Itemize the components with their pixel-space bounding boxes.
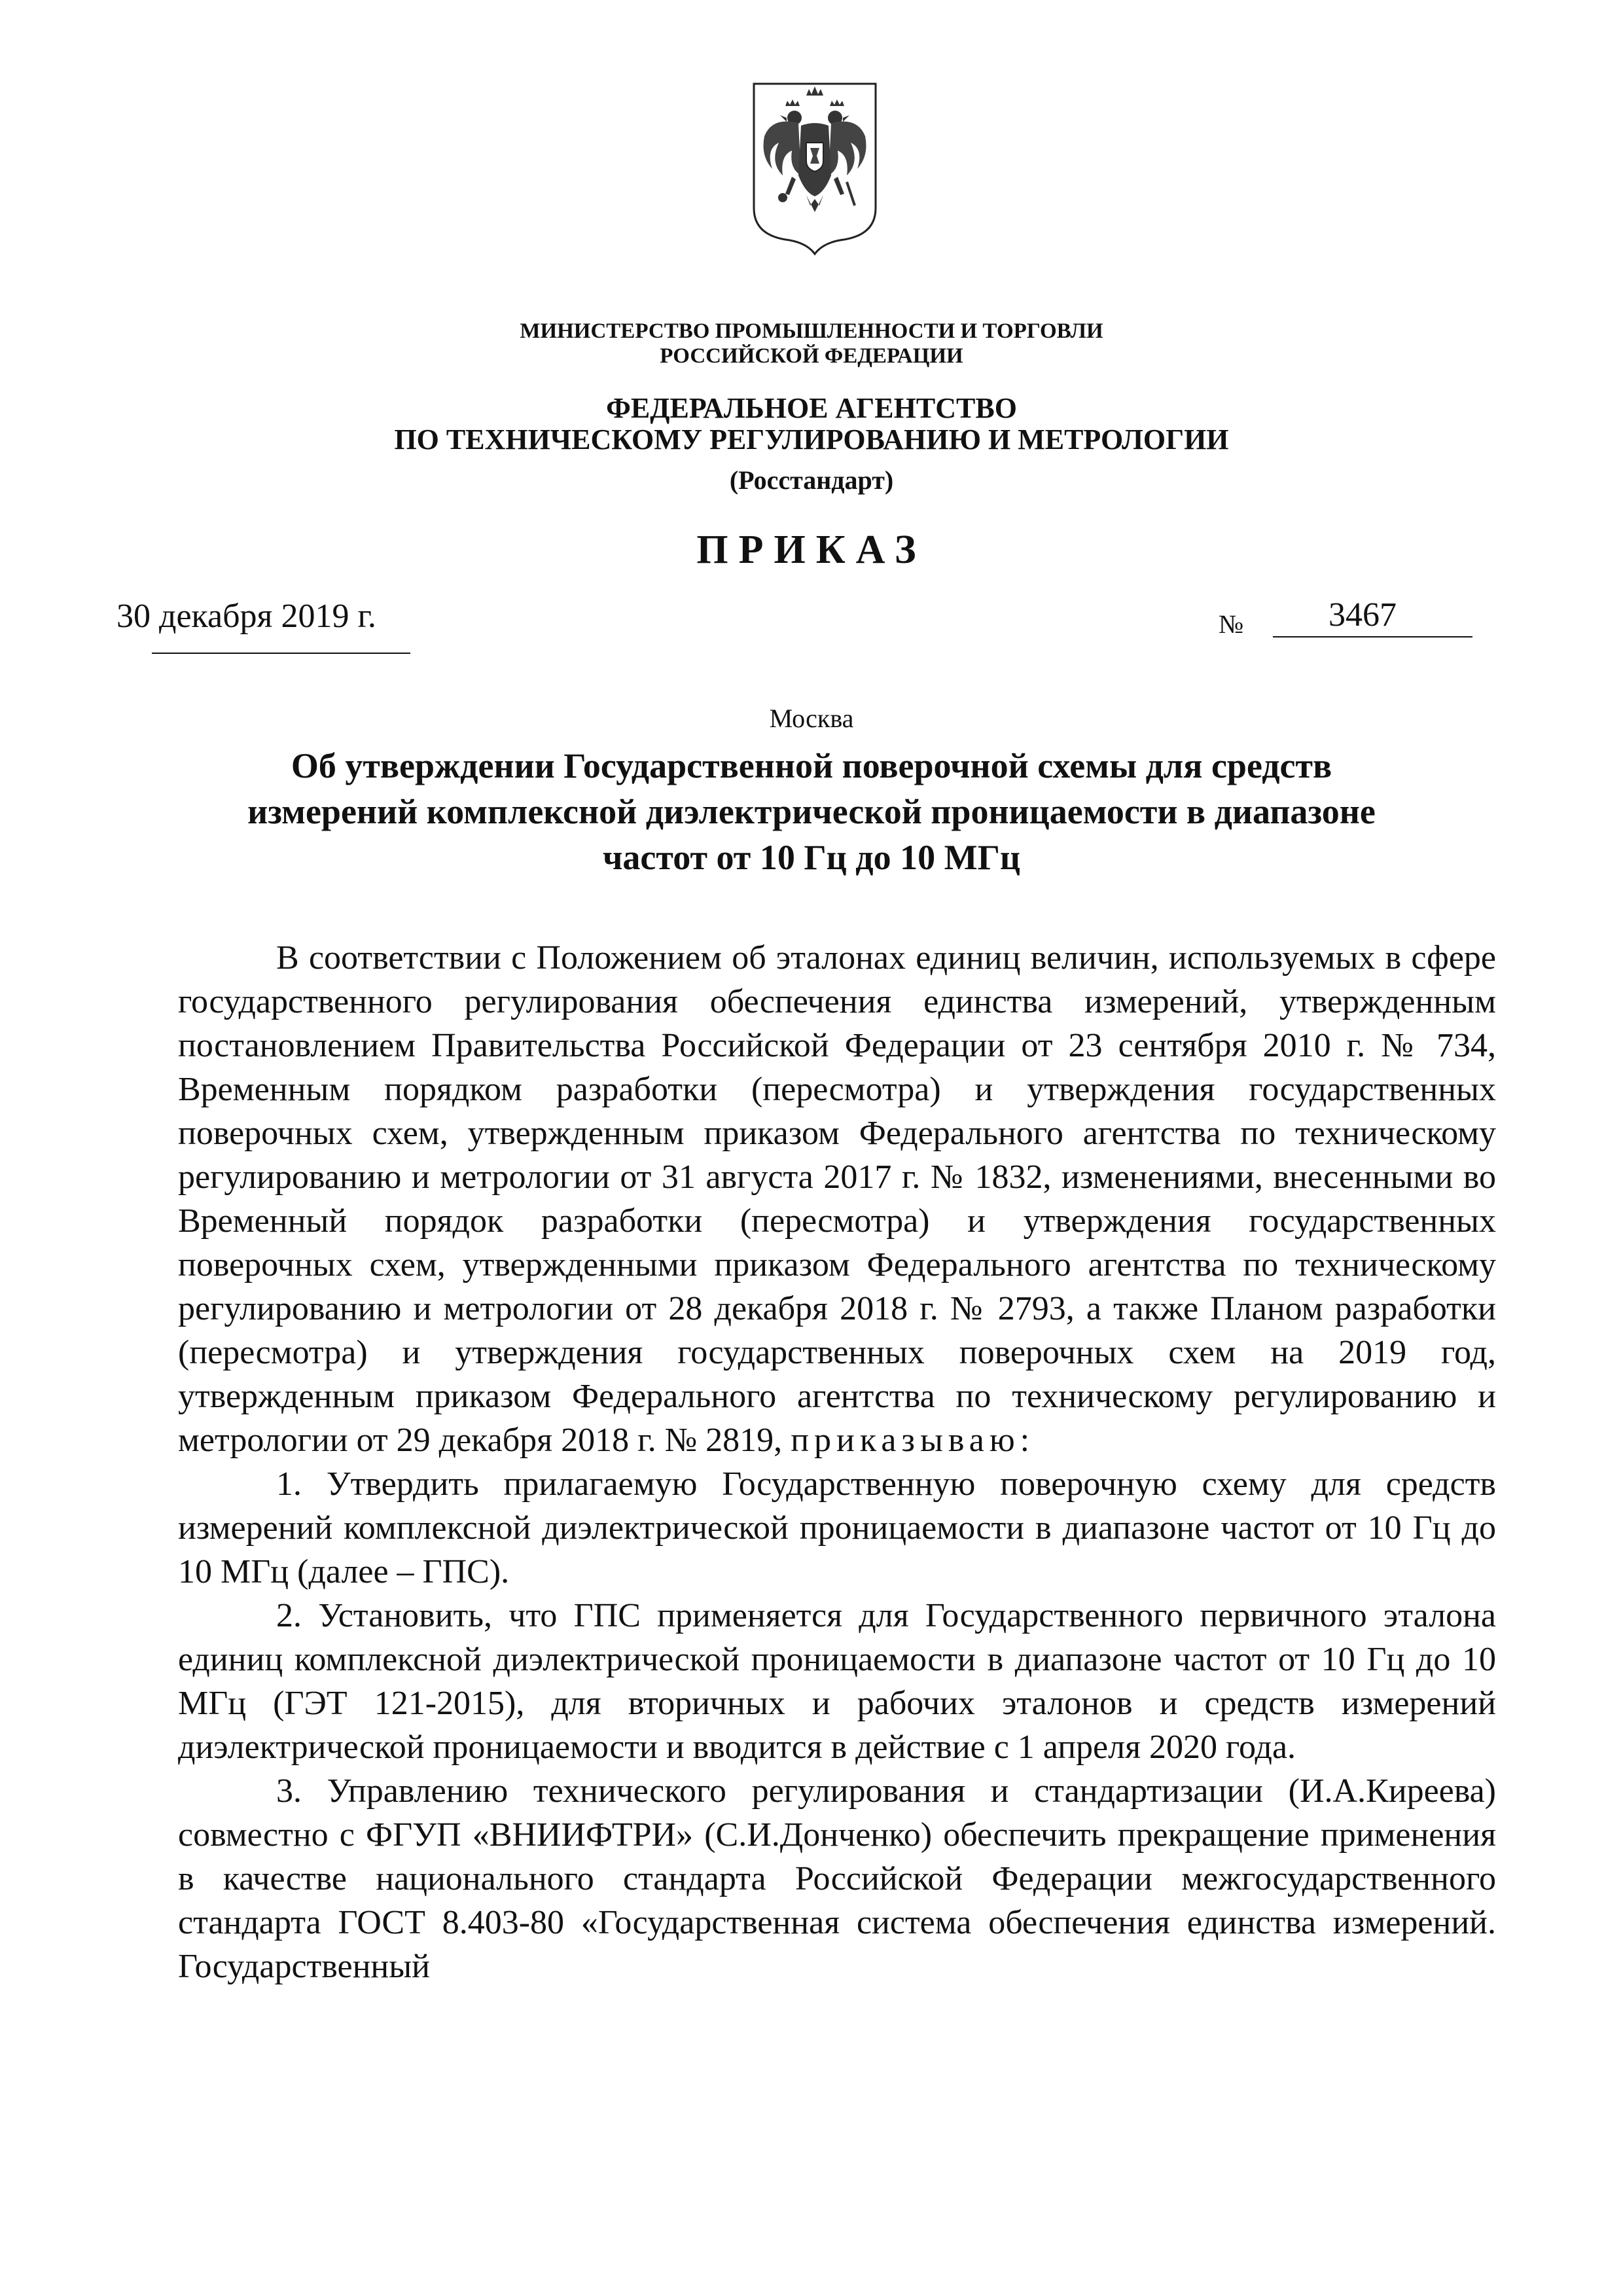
order-item-1: 1. Утвердить прилагаемую Государственную поверочную схему для средств измерений комплексной диэлектрической проницаемости в диапазоне частот от 10 Гц до 10 МГц (далее – ГПС). bbox=[178, 1465, 1496, 1590]
document-title bbox=[183, 743, 1440, 880]
order-item-3: 3. Управлению технического регулирования и стандартизации (И.А.Киреева) совместно с ФГУП «ВНИИФТРИ» (С.И.Донченко) обеспечить прекращение применения в качестве национального стандарта Российской Федерации межгосударственного стандарта ГОСТ 8.403-80 «Государственная система обеспечения единства измерений. Государственный bbox=[178, 1772, 1496, 1985]
preamble-text: В соответствии с Положением об эталонах единиц величин, используемых в сфере государственного регулирования обеспечения единства измерений, утвержденным постановлением Правительства Российской Федерации от 23 сентября 2010 г. № 734, Временным порядком разработки (пересмотра) и утверждения государственных поверочных схем, утвержденным приказом Федерального агентства по техническому регулированию и метрологии от 31 августа 2017 г. № 1832, изменениями, внесенными во Временный порядок разработки (пересмотра) и утверждения государственных поверочных схем, утвержденными приказом Федерального агентства по техническому регулированию и метрологии от 28 декабря 2018 г. № 2793, а также Планом разработки (пересмотра) и утверждения государственных поверочных схем на 2019 год, утвержденным приказом Федерального агентства по техническому регулированию и метрологии от 29 декабря 2018 г. № 2819, bbox=[178, 939, 1496, 1459]
number-underline bbox=[1273, 636, 1472, 637]
agency-name-line1: ФЕДЕРАЛЬНОЕ АГЕНТСТВО bbox=[606, 392, 1017, 424]
agency-name-line2: ПО ТЕХНИЧЕСКОМУ РЕГУЛИРОВАНИЮ И МЕТРОЛОГИИ bbox=[394, 423, 1229, 456]
title-line-2: измерений комплексной диэлектрической проницаемости в диапазоне bbox=[247, 792, 1376, 831]
order-item-2: 2. Установить, что ГПС применяется для Государственного первичного эталона единиц комплексной диэлектрической проницаемости в диапазоне частот от 10 Гц до 10 МГц (ГЭТ 121-2015), для вторичных и рабочих эталонов и средств измерений диэлектрической проницаемости и вводится в действие с 1 апреля 2020 года. bbox=[178, 1597, 1496, 1766]
russian-coat-of-arms-icon bbox=[746, 77, 883, 259]
title-line-3: частот от 10 Гц до 10 МГц bbox=[602, 838, 1021, 877]
document-type-heading: ПРИКАЗ bbox=[696, 528, 927, 572]
ministry-name-line2: РОССИЙСКОЙ ФЕДЕРАЦИИ bbox=[660, 344, 963, 368]
document-city: Москва bbox=[769, 704, 854, 733]
ministry-name-line1: МИНИСТЕРСТВО ПРОМЫШЛЕННОСТИ И ТОРГОВЛИ bbox=[520, 319, 1103, 343]
agency-short-name: (Росстандарт) bbox=[729, 465, 894, 495]
order-word: приказываю: bbox=[791, 1422, 1035, 1459]
preamble-paragraph bbox=[178, 936, 1496, 1462]
date-underline bbox=[152, 653, 410, 654]
document-date: 30 декабря 2019 г. bbox=[116, 598, 376, 635]
title-line-1: Об утверждении Государственной поверочной схемы для средств bbox=[291, 746, 1332, 785]
document-body bbox=[178, 936, 1496, 1988]
document-number: 3467 bbox=[1329, 596, 1397, 634]
number-sign: № bbox=[1219, 609, 1244, 639]
